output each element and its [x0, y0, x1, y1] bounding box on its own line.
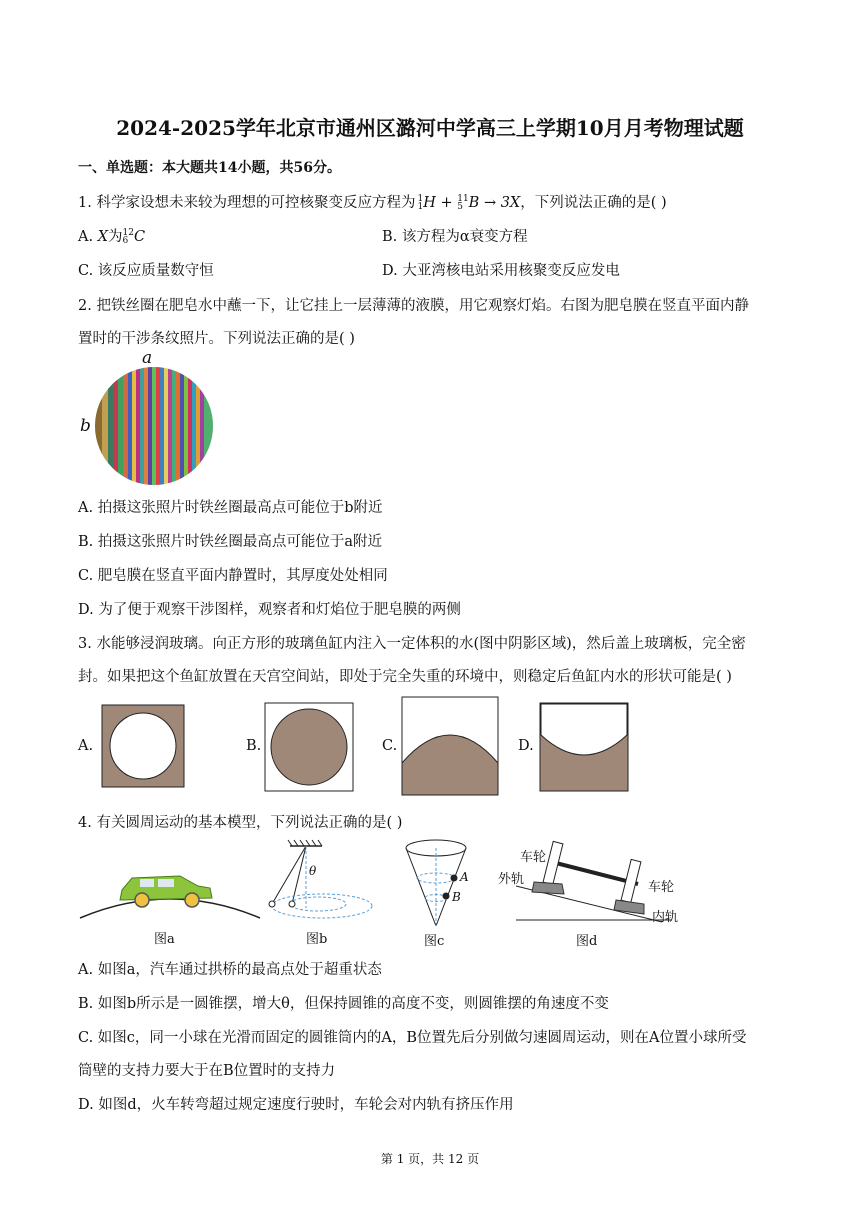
q4-option-b: B. 如图b所示是一圆锥摆，增大θ，但保持圆锥的高度不变，则圆锥摆的角速度不变 [78, 996, 609, 1012]
eq-arrow-product: → 3X [483, 195, 521, 211]
theta-label: θ [309, 864, 317, 878]
inner-rail-label: 内轨 [652, 910, 679, 925]
q3-option-c-label: C. [382, 738, 398, 754]
q4-option-c-line1: C. 如图c，同一小球在光滑而固定的圆锥筒内的A，B位置先后分别做匀速圆周运动，则在A位置小球所受 [78, 1030, 747, 1046]
wheel-label-top: 车轮 [520, 850, 547, 865]
figure-d-label: 图d [576, 934, 598, 949]
option-a-mid: 为 [108, 229, 123, 245]
q3-option-b-figure [265, 703, 353, 791]
outer-rail-label: 外轨 [498, 872, 525, 887]
q4-option-c-line2: 筒壁的支持力要大于在B位置时的支持力 [78, 1063, 336, 1079]
eq-hydrogen: H [423, 195, 436, 211]
q2-option-b: B. 拍摄这张照片时铁丝圈最高点可能位于a附近 [78, 534, 383, 550]
point-a-label: A [460, 870, 469, 884]
point-b-label: B [452, 890, 461, 904]
q3-stem-line1: 3. 水能够浸润玻璃。向正方形的玻璃鱼缸内注入一定体积的水(图中阴影区域)，然后盖上玻璃板，完全密 [78, 636, 746, 652]
q3-option-c-figure [402, 697, 498, 795]
q2-stem-line2: 置时的干涉条纹照片。下列说法正确的是( ) [78, 331, 355, 347]
q3-option-a-figure [102, 705, 184, 787]
b-mass-number: 11 [457, 193, 469, 204]
figure-c-label: 图c [424, 934, 445, 949]
figure-b-conical-pendulum [262, 838, 378, 930]
eq-boron: B [468, 195, 480, 211]
section-heading: 一、单选题：本大题共14小题，共56分。 [78, 160, 341, 176]
c-atomic-number: 6 [122, 236, 129, 246]
q1-option-c: C. 该反应质量数守恒 [78, 263, 214, 279]
q1-stem-post: ，下列说法正确的是( ) [520, 195, 667, 211]
q3-stem-line2: 封。如果把这个鱼缸放置在天宫空间站，即处于完全失重的环境中，则稳定后鱼缸内水的形状可能是( ) [78, 669, 732, 685]
figure-a-car-bridge [80, 850, 260, 920]
q4-option-a: A. 如图a，汽车通过拱桥的最高点处于超重状态 [78, 962, 382, 978]
film-label-a: a [142, 348, 153, 368]
h-atomic-number: 1 [417, 202, 424, 212]
q3-option-b-label: B. [246, 738, 262, 754]
figure-a-label: 图a [154, 932, 175, 947]
q1-option-b: B. 该方程为α衰变方程 [382, 229, 528, 245]
page-title: 2024-2025学年北京市通州区潞河中学高三上学期10月月考物理试题 [116, 116, 744, 140]
soap-film-photo [94, 366, 214, 486]
option-a-carbon: C [133, 229, 146, 245]
q2-option-a: A. 拍摄这张照片时铁丝圈最高点可能位于b附近 [78, 500, 383, 516]
q4-option-d: D. 如图d，火车转弯超过规定速度行驶时，车轮会对内轨有挤压作用 [78, 1097, 514, 1113]
wheel-label-right: 车轮 [648, 880, 675, 895]
option-a-letter: A. [78, 229, 94, 245]
figure-b-label: 图b [306, 932, 328, 947]
h-mass-number: 1 [417, 193, 424, 204]
film-label-b: b [80, 416, 91, 436]
q3-option-d-figure [540, 703, 628, 791]
q3-option-a-label: A. [78, 738, 94, 754]
q4-stem: 4. 有关圆周运动的基本模型，下列说法正确的是( ) [78, 815, 403, 831]
q2-option-d: D. 为了便于观察干涉图样，观察者和灯焰位于肥皂膜的两侧 [78, 602, 461, 618]
q1-option-a [78, 225, 145, 246]
q1-stem-pre: 1. 科学家设想未来较为理想的可控核聚变反应方程为 [78, 195, 416, 211]
q2-stem-line1: 2. 把铁丝圈在肥皂水中蘸一下，让它挂上一层薄薄的液膜，用它观察灯焰。右图为肥皂膜在竖直平面内静 [78, 298, 749, 314]
c-mass-number: 12 [122, 227, 134, 238]
eq-plus: + [440, 195, 453, 211]
page-footer: 第 1 页，共 12 页 [380, 1152, 480, 1166]
q3-option-d-label: D. [518, 738, 534, 754]
option-a-x: X [97, 229, 109, 245]
q1-option-d: D. 大亚湾核电站采用核聚变反应发电 [382, 263, 620, 279]
figure-c-cone [400, 838, 480, 930]
q2-option-c: C. 肥皂膜在竖直平面内静置时，其厚度处处相同 [78, 568, 388, 584]
question-1-stem [78, 191, 667, 212]
b-atomic-number: 5 [457, 202, 463, 212]
